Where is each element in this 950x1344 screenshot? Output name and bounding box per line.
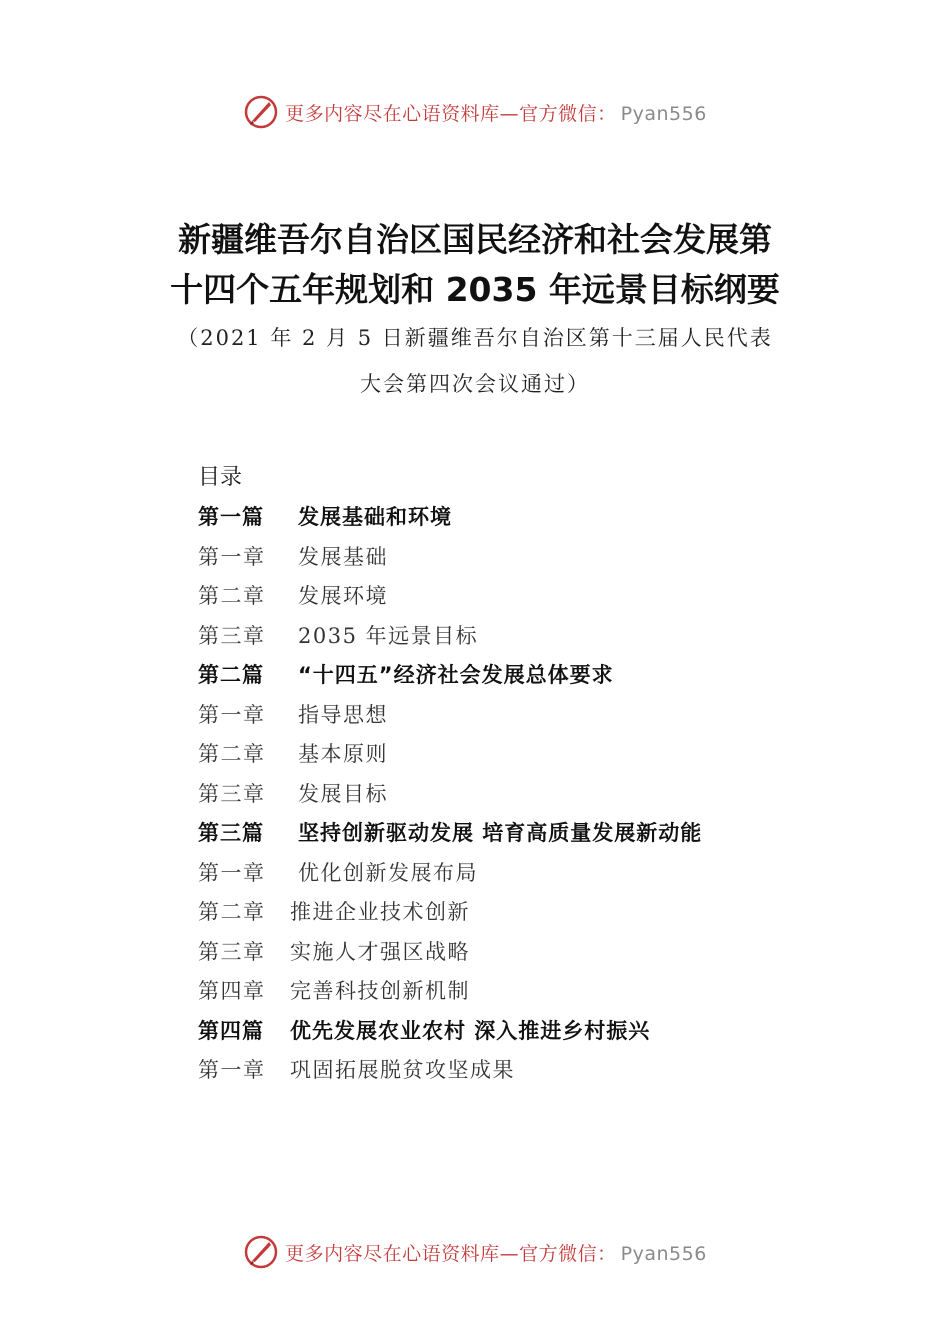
footer-watermark-banner — [0, 1232, 950, 1272]
toc-part[interactable]: 第一篇 发展基础和环境 — [198, 505, 452, 529]
banner-wechat-id: Pyan556 — [620, 1242, 707, 1265]
header-watermark-banner — [0, 92, 950, 132]
quill-logo-icon — [243, 1234, 279, 1270]
banner-wechat-id: Pyan556 — [620, 102, 707, 125]
toc-part[interactable]: 第二篇 “十四五”经济社会发展总体要求 — [198, 663, 614, 687]
toc-chapter[interactable]: 第三章 实施人才强区战略 — [198, 939, 470, 964]
toc-chapter[interactable]: 第一章 巩固拓展脱贫攻坚成果 — [198, 1058, 515, 1082]
toc-chapter[interactable]: 第一章 优化创新发展布局 — [198, 860, 478, 885]
toc-chapter[interactable]: 第三章 2035 年远景目标 — [198, 623, 479, 648]
table-of-contents — [198, 458, 848, 1091]
toc-part[interactable]: 第三篇 坚持创新驱动发展 培育高质量发展新动能 — [198, 821, 703, 845]
document-subtitle-line-2: 大会第四次会议通过） — [360, 372, 590, 396]
document-title-line-1: 新疆维吾尔自治区国民经济和社会发展第 — [178, 220, 772, 259]
toc-chapter[interactable]: 第二章 推进企业技术创新 — [198, 900, 470, 924]
banner-text: 更多内容尽在心语资料库—官方微信： Pyan556 — [285, 102, 707, 125]
toc-part[interactable]: 第四篇 优先发展农业农村 深入推进乡村振兴 — [198, 1018, 651, 1043]
toc-chapter[interactable]: 第四章 完善科技创新机制 — [198, 979, 470, 1003]
toc-chapter[interactable]: 第三章 发展目标 — [198, 781, 388, 806]
toc-chapter[interactable]: 第二章 发展环境 — [198, 584, 388, 608]
document-title-line-2: 十四个五年规划和 2035 年远景目标纲要 — [170, 270, 780, 309]
toc-chapter[interactable]: 第二章 基本原则 — [198, 742, 388, 766]
toc-chapter[interactable]: 第一章 发展基础 — [198, 544, 388, 569]
toc-chapter[interactable]: 第一章 指导思想 — [198, 702, 388, 727]
quill-logo-icon — [243, 94, 279, 130]
toc-heading: 目录 — [198, 465, 243, 490]
document-subtitle-line-1: （2021 年 2 月 5 日新疆维吾尔自治区第十三届人民代表 — [177, 326, 773, 350]
banner-text: 更多内容尽在心语资料库—官方微信： Pyan556 — [285, 1242, 707, 1265]
